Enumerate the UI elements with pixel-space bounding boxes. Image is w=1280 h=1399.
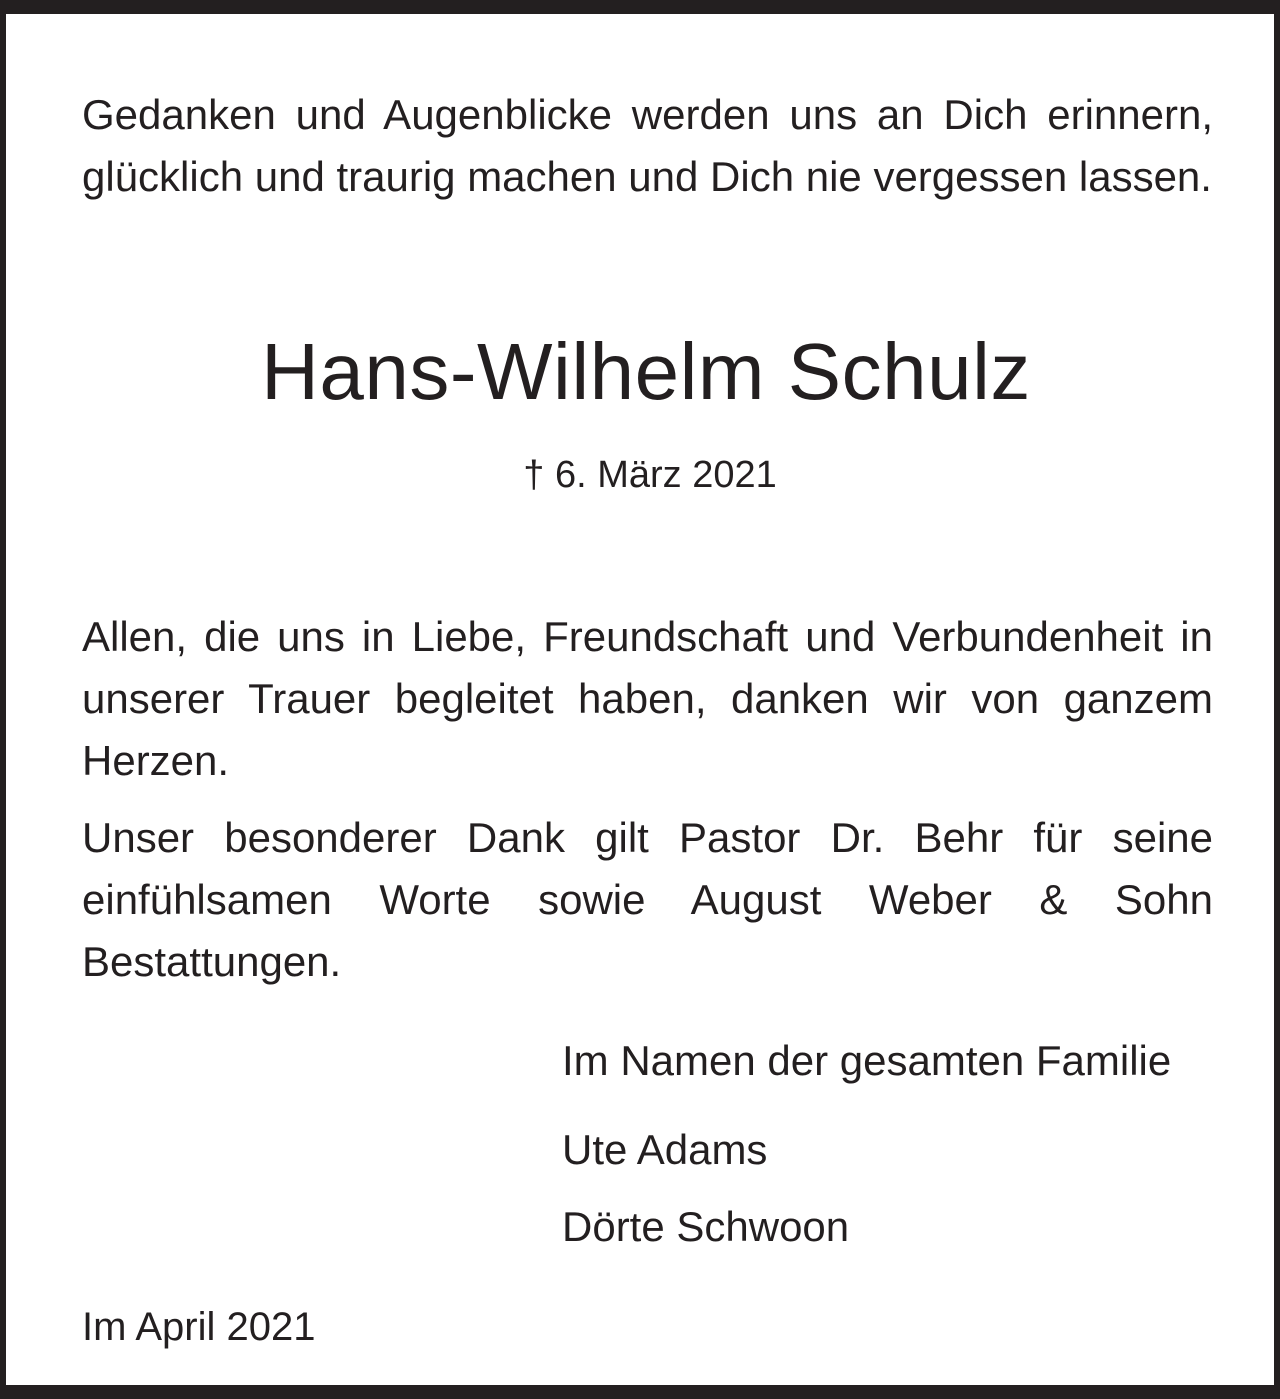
special-thanks-text: Unser besonderer Dank gilt Pastor Dr. Behr für seine einfühlsamen Worte sowie August Weber & Sohn Bestattungen. [82, 814, 1213, 985]
thanks-paragraph [82, 606, 1213, 792]
deceased-name: Hans-Wilhelm Schulz [261, 327, 1031, 416]
special-thanks-paragraph [82, 807, 1213, 993]
thanks-text: Allen, die uns in Liebe, Freundschaft und Verbundenheit in unserer Trauer begleitet haben, danken wir von ganzem Herzen. [82, 613, 1213, 784]
death-date: † 6. März 2021 [523, 454, 777, 496]
signature-name: Dörte Schwoon [562, 1203, 850, 1250]
signature-intro: Im Namen der gesamten Familie [562, 1037, 1172, 1084]
signature-name: Ute Adams [562, 1126, 768, 1173]
opening-verse [82, 84, 1213, 208]
opening-verse-text: Gedanken und Augenblicke werden uns an Dich erinnern, glücklich und traurig machen und Dich nie vergessen lassen. [82, 91, 1213, 200]
publication-date: Im April 2021 [82, 1305, 316, 1349]
